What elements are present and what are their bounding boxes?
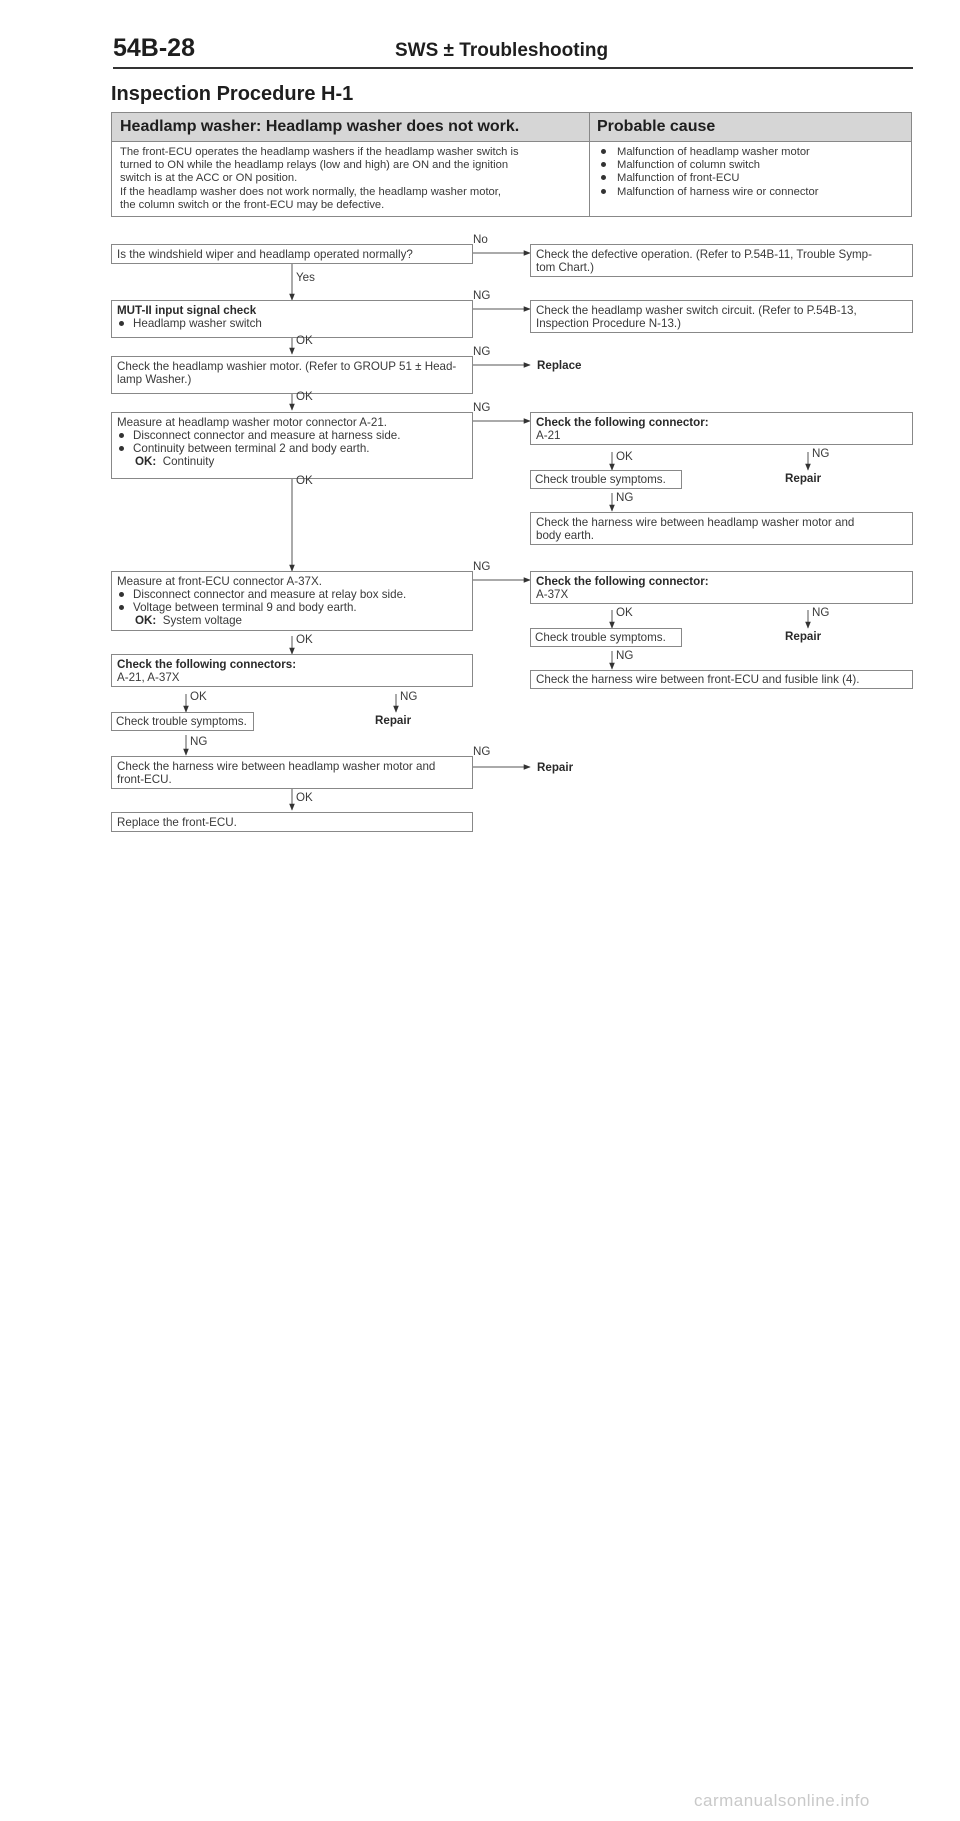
- step-harness-motor-ecu: Check the harness wire between headlamp washer motor and front-ECU.: [111, 756, 473, 789]
- step-check-trouble-symptoms: Check trouble symptoms.: [530, 628, 682, 647]
- branch-label-ng: NG: [616, 491, 634, 504]
- step-check-connectors-a21-a37x: Check the following connectors: A-21, A-37X: [111, 654, 473, 687]
- symptom-header: Headlamp washer: Headlamp washer does not work.: [120, 118, 520, 135]
- branch-label-ok: OK: [616, 606, 633, 619]
- branch-label-ng: NG: [473, 745, 491, 758]
- step-harness-ecu-fusible-link: Check the harness wire between front-ECU and fusible link (4).: [530, 670, 913, 689]
- branch-label-ng: NG: [400, 690, 418, 703]
- page-header-title: SWS ± Troubleshooting: [395, 40, 609, 61]
- probable-cause-header: Probable cause: [597, 118, 716, 135]
- branch-label-ng: NG: [812, 447, 830, 460]
- step-replace-front-ecu: Replace the front-ECU.: [111, 812, 473, 832]
- bullet-icon: [119, 592, 124, 597]
- page-number: 54B-28: [113, 34, 195, 62]
- result-replace: Replace: [537, 359, 582, 372]
- branch-label-ok: OK: [190, 690, 207, 703]
- bullet-icon: [119, 321, 124, 326]
- step-harness-motor-earth: Check the harness wire between headlamp washer motor and body earth.: [530, 512, 913, 545]
- step-wiper-headlamp-check: Is the windshield wiper and headlamp operated normally?: [111, 244, 473, 264]
- result-repair: Repair: [537, 761, 574, 774]
- branch-label-ng: NG: [473, 401, 491, 414]
- step-mut-input-signal-check: MUT-II input signal check Headlamp washer switch: [111, 300, 473, 338]
- result-repair: Repair: [785, 630, 822, 643]
- branch-label-ok: OK: [296, 633, 313, 646]
- branch-label-ng: NG: [473, 560, 491, 573]
- step-washer-switch-circuit-check: Check the headlamp washer switch circuit. (Refer to P.54B-13, Inspection Procedure N-13.): [530, 300, 913, 333]
- step-check-trouble-symptoms: Check trouble symptoms.: [111, 712, 254, 731]
- symptom-description: The front-ECU operates the headlamp washers if the headlamp washer switch is turned to ON while the headlamp relays (low and high) are ON and the ignition switch is at the ACC or ON position. If the headlamp washer does not work normally, the headlamp washer motor, the column switch or the front-ECU may be defective.: [120, 146, 519, 211]
- branch-label-ng: NG: [473, 345, 491, 358]
- branch-label-yes: Yes: [296, 271, 315, 284]
- bullet-icon: [119, 446, 124, 451]
- step-check-connector-a21: Check the following connector: A-21: [530, 412, 913, 445]
- list-item: Malfunction of front-ECU: [597, 172, 818, 185]
- step-check-connector-a37x: Check the following connector: A-37X: [530, 571, 913, 604]
- step-check-trouble-symptoms: Check trouble symptoms.: [530, 470, 682, 489]
- branch-label-ok: OK: [616, 450, 633, 463]
- bullet-icon: [119, 605, 124, 610]
- list-item: Malfunction of harness wire or connector: [597, 186, 818, 199]
- branch-label-ng: NG: [190, 735, 208, 748]
- branch-label-no: No: [473, 233, 488, 246]
- watermark: carmanualsonline.info: [694, 1791, 870, 1810]
- branch-label-ok: OK: [296, 390, 313, 403]
- step-washer-motor-check: Check the headlamp washier motor. (Refer to GROUP 51 ± Head- lamp Washer.): [111, 356, 473, 394]
- branch-label-ok: OK: [296, 791, 313, 804]
- bullet-icon: [119, 433, 124, 438]
- result-repair: Repair: [785, 472, 822, 485]
- branch-label-ok: OK: [296, 334, 313, 347]
- step-defective-operation-check: Check the defective operation. (Refer to P.54B-11, Trouble Symp- tom Chart.): [530, 244, 913, 277]
- step-measure-front-ecu-connector: Measure at front-ECU connector A-37X. Disconnect connector and measure at relay box side. Voltage between terminal 9 and body earth. OK: System voltage: [111, 571, 473, 631]
- branch-label-ng: NG: [616, 649, 634, 662]
- branch-label-ok: OK: [296, 474, 313, 487]
- result-repair: Repair: [375, 714, 412, 727]
- branch-label-ng: NG: [473, 289, 491, 302]
- list-item: Malfunction of headlamp washer motor: [597, 146, 818, 159]
- branch-label-ng: NG: [812, 606, 830, 619]
- list-item: Malfunction of column switch: [597, 159, 818, 172]
- section-title: Inspection Procedure H-1: [111, 83, 354, 105]
- step-measure-motor-connector: Measure at headlamp washer motor connector A-21. Disconnect connector and measure at harness side. Continuity between terminal 2 and body earth. OK: Continuity: [111, 412, 473, 479]
